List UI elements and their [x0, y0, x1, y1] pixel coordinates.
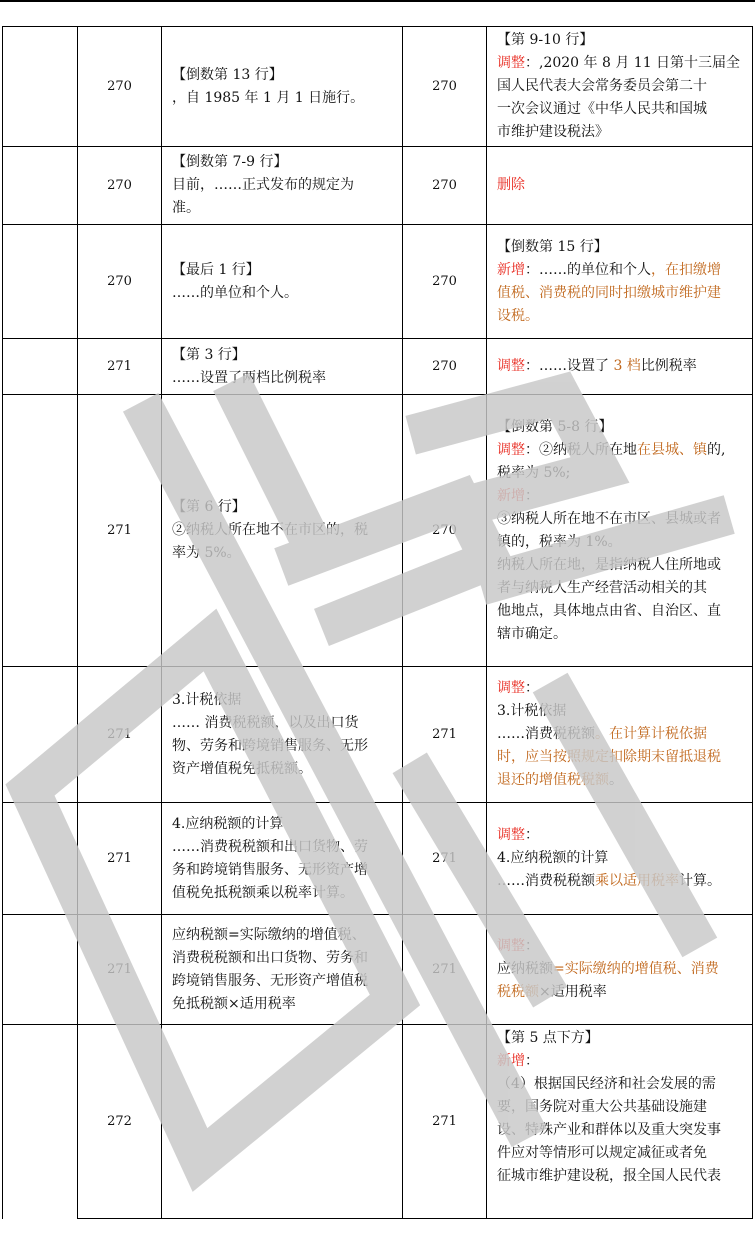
old-content-segment: 【第 6 行】 [172, 499, 246, 515]
table-row [3, 147, 753, 225]
new-content-segment: 征城市维护建设税，报全国人民代表 [497, 1168, 721, 1184]
new-content-segment: ： [525, 680, 539, 696]
old-content-line [172, 344, 394, 367]
old-page-cell: 270 [78, 147, 162, 225]
old-content-cell [162, 803, 403, 915]
new-content-line [497, 1119, 744, 1142]
new-content-segment: 【倒数第 5-8 行】 [497, 418, 613, 435]
new-content-segment: 新增 [497, 261, 525, 278]
old-content-segment: 值税免抵税额乘以税率计算。 [172, 884, 354, 901]
new-content-segment: 新增 [497, 487, 525, 504]
new-content-segment: =实际缴纳的增值税、消费 [553, 961, 719, 977]
empty-section-cell [3, 667, 78, 803]
old-content-line [172, 519, 394, 542]
new-content-text [497, 353, 744, 380]
new-content-segment: ： [525, 1053, 539, 1069]
new-content-line [497, 52, 744, 75]
old-content-segment: 目前，……正式发布的规定为 [172, 177, 354, 193]
new-content-cell [487, 27, 753, 147]
old-content-line [172, 836, 394, 859]
old-content-text [172, 149, 394, 222]
table-row [3, 225, 753, 339]
new-content-segment: 设税。 [497, 307, 539, 324]
new-content-line [497, 305, 744, 328]
old-content-line [172, 87, 394, 110]
new-content-line [497, 236, 744, 259]
old-page-cell: 270 [78, 27, 162, 147]
new-content-segment: 计算。 [679, 873, 721, 889]
old-content-text [172, 687, 394, 783]
new-content-segment: 退还的增值税税额 [497, 772, 609, 788]
new-content-segment: ③纳税人所在地不在市区、县城或者 [497, 510, 721, 527]
old-content-line [172, 993, 394, 1016]
old-page-cell: 271 [78, 915, 162, 1025]
new-content-cell [487, 339, 753, 395]
new-content-segment: ： [525, 938, 539, 954]
empty-section-cell [3, 339, 78, 395]
new-content-line [497, 1027, 744, 1050]
empty-section-cell [3, 27, 78, 147]
old-page-cell: 271 [78, 395, 162, 667]
old-content-text [172, 494, 394, 567]
old-content-line [172, 64, 394, 87]
new-content-text [497, 414, 744, 648]
new-content-segment: 市维护建设税法》 [497, 124, 609, 140]
new-content-text [497, 933, 744, 1006]
new-content-segment: 3.计税依据 [497, 703, 567, 719]
new-content-segment: 比例税率 [640, 358, 697, 374]
old-page-cell: 271 [78, 339, 162, 395]
old-content-cell [162, 667, 403, 803]
new-content-line [497, 174, 744, 197]
old-content-cell [162, 915, 403, 1025]
new-content-text [497, 1025, 744, 1190]
old-content-segment: …… 消费税税额，以及出口货 [172, 714, 359, 731]
old-content-segment: 【倒数第 13 行】 [172, 66, 283, 83]
new-content-segment: 纳税人所在地，是指纳税人住所地或 [497, 556, 721, 573]
new-page-cell: 271 [403, 1025, 487, 1219]
old-content-line [172, 151, 394, 174]
new-content-line [497, 508, 744, 531]
new-content-segment: 调整 [497, 938, 525, 954]
new-content-line [497, 485, 744, 508]
old-content-line [172, 282, 394, 305]
new-content-segment: 要，国务院对重大公共基础设施建 [497, 1099, 707, 1115]
new-content-segment: 【倒数第 15 行】 [497, 238, 608, 255]
new-content-text [497, 172, 744, 199]
old-content-segment: 率为 5%。 [172, 545, 241, 561]
new-page-cell: 270 [403, 27, 487, 147]
old-page-cell: 271 [78, 803, 162, 915]
new-content-segment: 镇的，税率为 1%。 [497, 533, 622, 550]
new-page-cell: 271 [403, 667, 487, 803]
empty-section-cell [3, 147, 78, 225]
new-content-line [497, 1096, 744, 1119]
old-content-line [172, 970, 394, 993]
new-content-line [497, 700, 744, 723]
old-content-line [172, 859, 394, 882]
new-content-segment: 值税、消费税的同时扣缴城市维护建 [497, 284, 721, 301]
old-content-line [172, 712, 394, 735]
new-content-segment: 乘以适用税率 [595, 873, 679, 889]
new-content-line [497, 824, 744, 847]
new-content-segment: ……消费税税额 [497, 873, 595, 889]
new-content-segment: 调整 [497, 441, 525, 458]
old-content-line [172, 496, 394, 519]
table-row [3, 915, 753, 1025]
old-content-segment: ②纳税人所在地不在市区的，税 [172, 522, 368, 538]
new-content-segment: 辖市确定。 [497, 625, 567, 642]
new-content-line [497, 769, 744, 792]
new-content-segment: 调整 [497, 680, 525, 696]
old-content-segment: 4.应纳税额的计算 [172, 815, 284, 832]
new-content-line [497, 958, 744, 981]
new-content-segment: 新增 [497, 1053, 525, 1069]
new-content-line [497, 98, 744, 121]
new-content-segment: 设、特殊产业和群体以及重大突发事 [497, 1122, 721, 1138]
new-content-text [497, 27, 744, 146]
new-content-segment: 应纳税额 [497, 961, 553, 977]
old-content-text [172, 1120, 394, 1124]
old-content-segment: 3.计税依据 [172, 691, 242, 708]
old-content-line [172, 197, 394, 220]
old-content-segment: ……设置了两档比例税率 [172, 369, 326, 386]
new-content-line [497, 870, 744, 893]
new-content-segment: 【第 5 点下方】 [497, 1030, 599, 1046]
new-page-cell: 270 [403, 225, 487, 339]
old-content-text [172, 922, 394, 1018]
new-content-segment: ×适用税率 [539, 984, 607, 1000]
old-content-segment: ……的单位和个人。 [172, 284, 298, 301]
new-content-segment: ： [525, 487, 539, 504]
new-content-segment: 在县城、镇 [637, 441, 707, 458]
new-page-cell: 270 [403, 147, 487, 225]
new-content-cell [487, 225, 753, 339]
new-content-segment: 调整 [497, 55, 525, 71]
errata-table [2, 26, 753, 1219]
empty-section-cell [3, 1025, 78, 1219]
table-row [3, 395, 753, 667]
new-content-line [497, 282, 744, 305]
new-content-segment: ，在扣缴增 [651, 261, 721, 278]
old-content-segment: 务和跨境销售服务、无形资产增 [172, 861, 368, 878]
new-content-segment: 。 [609, 772, 623, 788]
new-content-segment: 的, [707, 441, 726, 458]
new-content-segment: 一次会议通过《中华人民共和国城 [497, 101, 707, 117]
new-content-line [497, 600, 744, 623]
old-content-cell [162, 147, 403, 225]
new-content-line [497, 355, 744, 378]
new-content-line [497, 1165, 744, 1188]
top-border-line [0, 0, 755, 2]
old-content-segment: 消费税税额和出口货物、劳务和 [172, 949, 368, 966]
new-content-line [497, 29, 744, 52]
empty-section-cell [3, 803, 78, 915]
new-page-cell: 271 [403, 915, 487, 1025]
old-content-line [172, 813, 394, 836]
new-content-cell [487, 803, 753, 915]
new-content-text [497, 822, 744, 895]
old-page-cell: 270 [78, 225, 162, 339]
old-page-cell: 272 [78, 1025, 162, 1219]
old-content-line [172, 882, 394, 905]
new-content-segment: 时，应当按照规定扣除期末留抵退税 [497, 749, 721, 765]
new-content-segment: 3 档 [613, 358, 641, 374]
old-content-cell [162, 395, 403, 667]
table-row [3, 1025, 753, 1219]
old-content-line [172, 542, 394, 565]
new-content-segment: 税率为 5%; [497, 464, 571, 481]
old-content-segment: 【倒数第 7-9 行】 [172, 154, 288, 170]
old-content-line [172, 947, 394, 970]
new-content-segment: 调整 [497, 358, 525, 374]
new-content-line [497, 723, 744, 746]
new-content-segment: ：……的单位和个人 [525, 261, 651, 278]
old-content-text [172, 62, 394, 112]
new-content-cell [487, 395, 753, 667]
new-content-line [497, 981, 744, 1004]
new-content-line [497, 416, 744, 439]
new-content-segment: 者与纳税人生产经营活动相关的其 [497, 579, 707, 596]
old-content-text [172, 342, 394, 392]
empty-section-cell [3, 915, 78, 1025]
new-content-segment: 【第 9-10 行】 [497, 32, 594, 48]
new-content-text [497, 234, 744, 330]
new-content-line [497, 577, 744, 600]
new-content-line [497, 1142, 744, 1165]
new-content-line [497, 531, 744, 554]
old-content-line [172, 924, 394, 947]
new-content-line [497, 439, 744, 462]
new-content-segment: （4）根据国民经济和社会发展的需 [497, 1076, 716, 1092]
old-content-segment: 【最后 1 行】 [172, 261, 260, 278]
empty-section-cell [3, 225, 78, 339]
old-page-cell: 271 [78, 667, 162, 803]
table-row [3, 27, 753, 147]
new-content-line [497, 677, 744, 700]
new-content-segment: ：……设置了 [525, 358, 614, 374]
new-content-line [497, 462, 744, 485]
new-page-cell: 271 [403, 803, 487, 915]
table-row [3, 803, 753, 915]
new-content-segment: 调整 [497, 827, 525, 843]
new-content-line [497, 121, 744, 144]
new-content-line [497, 1073, 744, 1096]
new-page-cell: 270 [403, 339, 487, 395]
new-content-cell [487, 667, 753, 803]
old-content-line [172, 735, 394, 758]
old-content-segment: 跨境销售服务、无形资产增值税 [172, 972, 368, 989]
new-content-segment: ……消费税税额 [497, 726, 595, 742]
new-content-segment: 。在计算计税依据 [595, 726, 707, 742]
new-content-segment: ：②纳税人所在地 [525, 441, 637, 458]
old-content-line [172, 367, 394, 390]
new-content-segment: 税税额 [497, 984, 539, 1000]
new-content-segment: ： [525, 827, 539, 843]
new-content-segment: 4.应纳税额的计算 [497, 850, 609, 866]
new-content-line [497, 259, 744, 282]
new-content-cell [487, 915, 753, 1025]
new-content-segment: 他地点，具体地点由省、自治区、直 [497, 602, 721, 619]
new-content-segment: 件应对等情形可以规定减征或者免 [497, 1145, 707, 1161]
old-content-cell [162, 225, 403, 339]
new-content-segment: ：,2020 年 8 月 11 日第十三届全 [525, 55, 741, 71]
old-content-line [172, 758, 394, 781]
new-content-line [497, 847, 744, 870]
new-content-line [497, 554, 744, 577]
new-content-cell [487, 147, 753, 225]
new-content-line [497, 75, 744, 98]
new-content-line [497, 623, 744, 646]
old-content-text [172, 257, 394, 307]
old-content-segment: 免抵税额×适用税率 [172, 995, 296, 1012]
old-content-cell [162, 1025, 403, 1219]
old-content-cell [162, 27, 403, 147]
new-content-segment: 国人民代表大会常务委员会第二十 [497, 78, 707, 94]
new-content-line [497, 1050, 744, 1073]
new-content-line [497, 746, 744, 769]
new-content-segment: 删除 [497, 177, 525, 193]
old-content-segment: 物、劳务和跨境销售服务、无形 [172, 737, 368, 754]
old-content-text [172, 811, 394, 907]
old-content-segment: 资产增值税免抵税额。 [172, 760, 312, 777]
table-row [3, 339, 753, 395]
old-content-segment: 【第 3 行】 [172, 346, 246, 363]
old-content-segment: ……消费税税额和出口货物、劳 [172, 838, 368, 855]
old-content-line [172, 259, 394, 282]
new-content-cell [487, 1025, 753, 1219]
old-content-segment: 准。 [172, 200, 200, 216]
old-content-cell [162, 339, 403, 395]
empty-section-cell [3, 395, 78, 667]
old-content-segment: ，自 1985 年 1 月 1 日施行。 [172, 89, 365, 106]
old-content-line [172, 174, 394, 197]
new-content-text [497, 675, 744, 794]
new-content-line [497, 935, 744, 958]
errata-table-body [3, 27, 753, 1219]
new-page-cell: 270 [403, 395, 487, 667]
old-content-segment: 应纳税额=实际缴纳的增值税、 [172, 926, 366, 943]
table-row [3, 667, 753, 803]
old-content-line [172, 689, 394, 712]
